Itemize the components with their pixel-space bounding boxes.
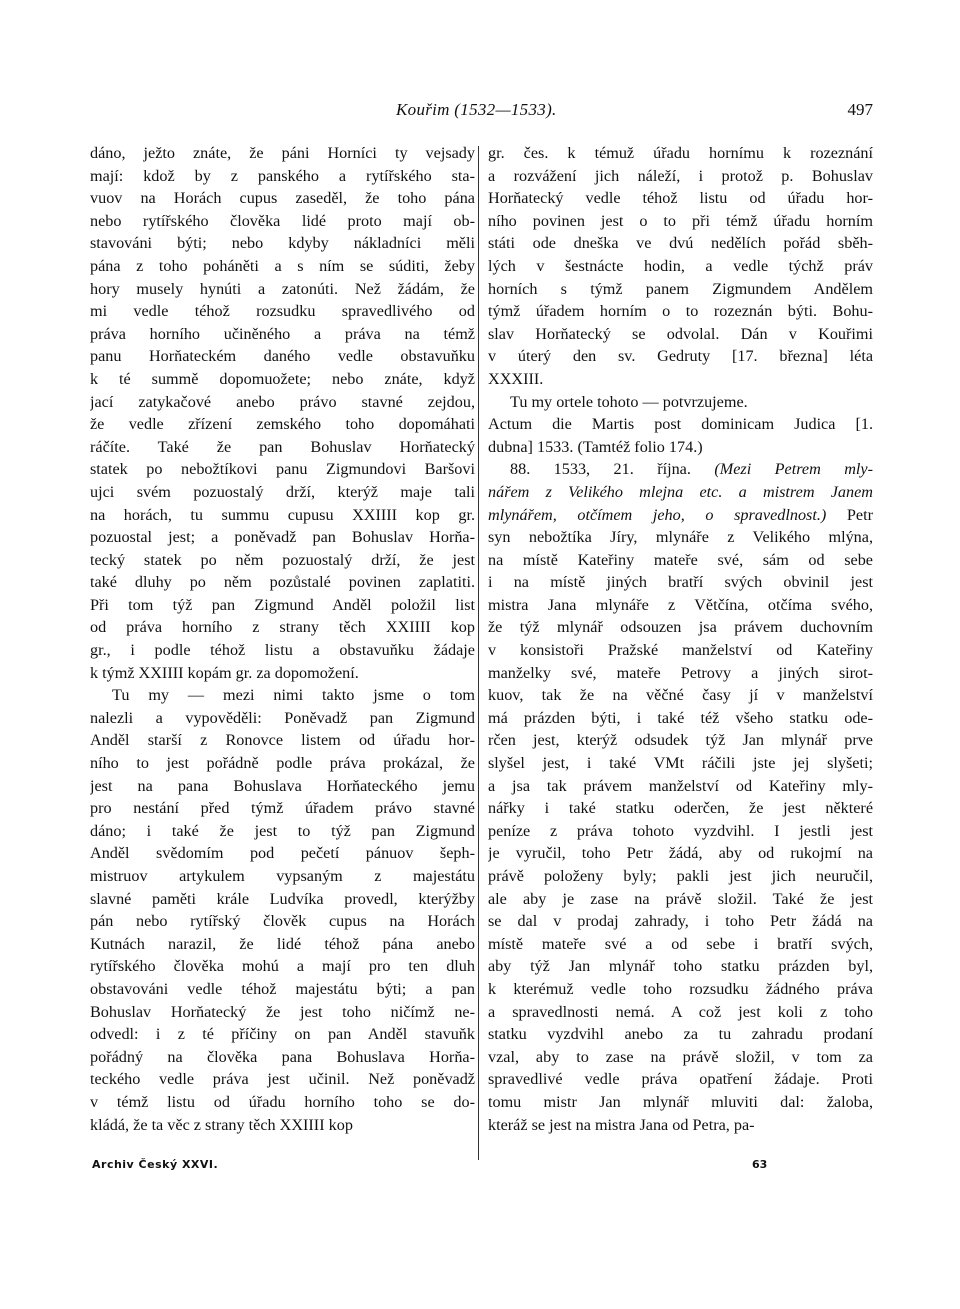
text-line: také dluhy po něm pozůstalé povinen zaplatiti. bbox=[90, 573, 475, 592]
text-line: slyšel jest, i také VMt ráčili jste jej slyšeti; bbox=[488, 754, 873, 773]
text-line: gr., i podle téhož listu a obstavuňku žádaje bbox=[90, 641, 475, 660]
text-line: spravedlivé vedle práva opatření žádaje. Proti bbox=[488, 1070, 873, 1089]
left-column bbox=[90, 142, 475, 1136]
footer-sheet-number: 63 bbox=[752, 1158, 768, 1171]
text-line: právě položeny byly; pakli jest jich neuručil, bbox=[488, 867, 873, 885]
text-line: práva horního učiněného a práva na témž bbox=[90, 324, 475, 343]
text-line: i na místě jiných bratří svých obvinil jest bbox=[488, 573, 873, 592]
text-line: že vedle zřízení zemského toho dopomáhati bbox=[90, 415, 475, 434]
text-line: a jsa tak právem manželství od Kateřiny mly- bbox=[488, 776, 873, 795]
text-line: gr. čes. k témuž úřadu hornímu k rozeznání bbox=[488, 144, 873, 162]
text-line: v úterý den sv. Gedruty [17. března] léta bbox=[488, 347, 873, 366]
text-line: rytířského člověka mohú a mají pro ten dluh bbox=[90, 957, 475, 976]
text-line: jací zatykačové anebo právo stavné zejdou, bbox=[90, 392, 475, 411]
text-line: se dal v prodaj zahrady, i toho Petr žádá na bbox=[488, 912, 873, 931]
text-line: Kutnách narazil, že lidé téhož pána anebo bbox=[90, 934, 475, 953]
text-line: vuov na Horách cupus zaseděl, že toho pána bbox=[90, 189, 475, 208]
entry-number: 88. 1533, 21. října. bbox=[510, 460, 691, 479]
text-line: stavováni býti; nebo kdyby nákladníci měli bbox=[90, 234, 475, 253]
text-line: Horňatecký vedle téhož listu od úřadu hor- bbox=[488, 189, 873, 208]
entry-title-tail: Petr bbox=[846, 505, 873, 524]
text-line: k týmž XXIIII kopám gr. za dopomožení. bbox=[90, 663, 359, 682]
text-line: dáno, ježto znáte, že páni Horníci ty vejsady bbox=[90, 144, 475, 162]
text-line: pro nestání před týmž úřadem právo stavné bbox=[90, 799, 475, 818]
running-head: Kouřim (1532—1533). bbox=[396, 100, 557, 119]
footer-signature: Archiv Český XXVI. bbox=[92, 1158, 219, 1171]
text-line: kteráž se jest na mistra Jana od Petra, pa- bbox=[488, 1115, 755, 1134]
text-line: slavné paměti krále Ludvíka provedl, kterýžby bbox=[90, 889, 475, 908]
text-line: slav Horňatecký se odvolal. Dán v Kouřimi bbox=[488, 324, 873, 343]
text-line: kládá, že ta věc z strany těch XXIIII kop bbox=[90, 1115, 353, 1134]
text-line: tecký statek po něm pozuostalý drží, že jest bbox=[90, 550, 475, 569]
text-line: mají: kdož by z panského a rytířského sta- bbox=[90, 166, 475, 185]
text-line: k té summě dopomuožete; nebo znáte, když bbox=[90, 369, 475, 388]
text-line: horních s týmž panem Zigmundem Andělem bbox=[488, 279, 873, 298]
text-line: rčen jest, kterýž odsudek týž Jan mlynář prve bbox=[488, 731, 873, 750]
text-line: státi ode dneška ve dvú nedělích pořád sběh- bbox=[488, 234, 873, 253]
text-line: mistruov artykulem vypsaným z majestátu bbox=[90, 867, 475, 885]
text-line: nebo rytířského člověka lidé proto mají ob- bbox=[90, 211, 475, 230]
text-line: ráčíte. Také že pan Bohuslav Horňatecký bbox=[90, 437, 475, 456]
text-line: panu Horňateckém daného vedle obstavuňku bbox=[90, 347, 475, 366]
text-line: hory musely hynúti a zatonúti. Než žádám, že bbox=[90, 279, 475, 298]
text-line: k kterémuž vedle toho rozsudku žádného práva bbox=[488, 979, 873, 998]
text-line: mi vedle téhož rozsudku spravedlivého od bbox=[90, 302, 475, 321]
text-line: je vyručil, toho Petr žádá, aby od rukojmí na bbox=[488, 844, 873, 863]
right-column bbox=[488, 142, 873, 1136]
entry-title-italic-1: (Mezi Petrem mly- bbox=[714, 460, 873, 479]
text-line: Tu my ortele tohoto — potvrzujeme. bbox=[510, 392, 748, 411]
text-line: aby týž Jan mlynář toho statku prázden byl, bbox=[488, 957, 873, 976]
text-line: statek po nebožtíkovi panu Zigmundovi Baršovi bbox=[90, 460, 475, 479]
text-line: kuov, tak že na věčné časy jí v manželství bbox=[488, 686, 873, 705]
text-line: nalezli a vypověděli: Poněvadž pan Zigmund bbox=[90, 708, 475, 727]
text-line: peníze z práva tohoto vyzdvihl. I jestli jest bbox=[488, 821, 873, 840]
text-line: obstavováni vedle téhož majestátu býti; a pan bbox=[90, 979, 475, 998]
text-line: v témž listu od úřadu horního toho se do- bbox=[90, 1092, 475, 1111]
text-line: pořádný na člověka pana Bohuslava Horňa- bbox=[90, 1047, 475, 1066]
text-line: že týž mlynář odsouzen jsa právem duchovním bbox=[488, 618, 873, 637]
text-line: ního to jest pořádně podle práva prokázal, že bbox=[90, 754, 475, 773]
text-line: ního povinen jest o to při témž úřadu horním bbox=[488, 211, 873, 230]
text-line: statku vyzdvihl anebo za tu zahradu prodaní bbox=[488, 1025, 873, 1044]
text-line: ale aby je zase na právě složil. Také že jest bbox=[488, 889, 873, 908]
text-line: pozuostal jest; a poněvadž pan Bohuslav Horňa- bbox=[90, 528, 475, 547]
text-line: dáno; i také že jest to týž pan Zigmund bbox=[90, 821, 475, 840]
text-line: v konsistoři Pražské manželství od Kateřiny bbox=[488, 641, 873, 660]
text-line: lých v šestnácte hodin, a vedle týchž práv bbox=[488, 256, 873, 275]
entry-title-line-2 bbox=[488, 481, 873, 504]
text-line: Actum die Martis post dominicam Judica [1. bbox=[488, 415, 873, 434]
text-line: pán nebo rytířský člověk cupus na Horách bbox=[90, 912, 475, 931]
text-line: nářky i také statku oderčen, že jest některé bbox=[488, 799, 873, 818]
text-line: Bohuslav Horňatecký že jest toho ničímž ne- bbox=[90, 1002, 475, 1021]
text-line: na místě Kateřiny mateře své, sám od sebe bbox=[488, 550, 873, 569]
text-line: mistra Jana mlynáře z Větčína, otčíma svého, bbox=[488, 595, 873, 614]
text-line: Anděl svědomím pod pečetí pánuov šeph- bbox=[90, 844, 475, 863]
text-line: Tu my — mezi nimi takto jsme o tom bbox=[112, 686, 475, 705]
text-line: má prázden býti, i také též všeho statku ode- bbox=[488, 708, 873, 727]
text-line: vzal, aby to zase na právě složil, v tom za bbox=[488, 1047, 873, 1066]
entry-heading-line bbox=[488, 458, 873, 481]
text-line: na horách, tu summu cupusu XXIIII kop gr. bbox=[90, 505, 475, 524]
text-line: Při tom týž pan Zigmund Anděl položil list bbox=[90, 595, 475, 614]
text-line: odvedl: i z té příčiny on pan Anděl stavuňk bbox=[90, 1025, 475, 1044]
page-number: 497 bbox=[847, 100, 873, 119]
column-divider bbox=[478, 146, 479, 1160]
text-line: místě mateře své a od sebe i bratří svých, bbox=[488, 934, 873, 953]
text-line: a rozvážení jich náleží, i protož p. Bohuslav bbox=[488, 166, 873, 185]
text-line: týmž úřadem horním o to rozeznán býti. Bohu- bbox=[488, 302, 873, 321]
text-line: tomu mistr Jan mlynář mluviti dal: žaloba, bbox=[488, 1092, 873, 1111]
text-line: manželky své, mateře Petrovy a jiných sirot- bbox=[488, 663, 873, 682]
text-line: Anděl starší z Ronovce listem od úřadu hor- bbox=[90, 731, 475, 750]
text-line: dubna] 1533. (Tamtéž folio 174.) bbox=[488, 437, 703, 456]
text-line: a spravedlnosti nemá. A což jest koli z toho bbox=[488, 1002, 873, 1021]
text-line: od práva horního z strany těch XXIIII kop bbox=[90, 618, 475, 637]
entry-title-line-3 bbox=[488, 504, 873, 527]
text-line: jest na pana Bohuslava Horňateckého jemu bbox=[90, 776, 475, 795]
text-line: syn nebožtíka Jíry, mlynáře z Velikého mlýna, bbox=[488, 528, 873, 547]
text-line: XXXIII. bbox=[488, 369, 544, 388]
text-line: ujci svém pozuostalý drží, kterýž maje tali bbox=[90, 482, 475, 501]
entry-title-italic-2: nářem z Velikého mlejna etc. a mistrem Janem bbox=[488, 482, 873, 501]
text-line: teckého vedle práva jest učinil. Než poněvadž bbox=[90, 1070, 475, 1089]
text-line: pána z toho poháněti a s ním se súditi, žeby bbox=[90, 256, 475, 275]
entry-title-italic-3: mlynářem, otčímem jeho, o spravedlnost.) bbox=[488, 505, 827, 524]
